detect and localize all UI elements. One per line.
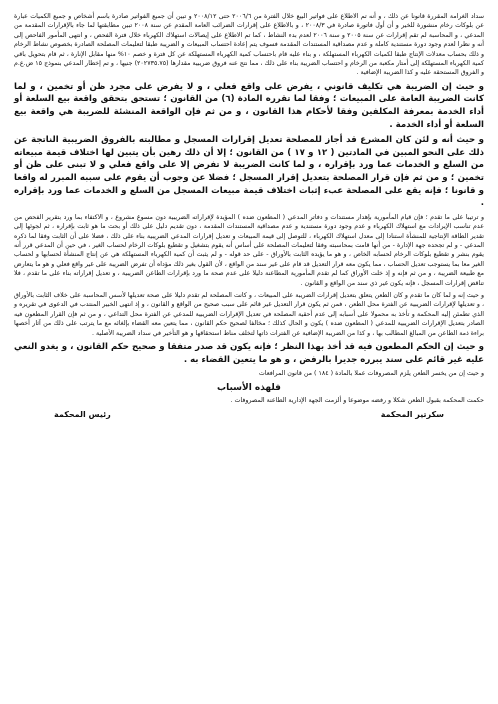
verdict-text: حكمت المحكمة بقبول الطعن شكلا و رفضه موضوعا و ألزمت الجهة الإدارية الطاعنة المصروفات . — [230, 396, 484, 404]
president-signature: رئيس المحكمة — [54, 410, 111, 420]
paragraph-4: و ترتيبا على ما تقدم ؛ فإن قيام المأمورية بإهدار مستندات و دفاتر المدعي ( المطعون ضده ) المؤيدة لإقراراته الضريبية دون مسوغ مشروع ، و الاكتفاء بما ورد بتقرير الفحص من عدم تناسب الإيرادات مع استهلاك الكهرباء و عدم وجود دورة مستندية و عدم مصداقية المستندات المقدمة ، دون تقديم دليل على ذلك أو بحث ما هو ثابت بإقراره ، ثم لجوئها إلى تقدير الطاقة الإنتاجية للمنشأة استنادا إلى معدل استهلاك الكهرباء ، للتوصل إلى قيمة المبيعات و تعديل إقرارات المدعي الضريبية بناء على ذلك ، فضلا على أن الثابت وفقا لما ذكره المدعي - و لم تجحده جهة الإدارة - من أنها قامت بمحاسبته وفقا لتعليمات المصلحة على أساس أنه يقوم بتشغيل و تقطيع بلوكات الرخام لحساب الغير ، في حين أن المدعي قرر أنه يقوم بنشر و تقطيع بلوكات الرخام لحسابه الخاص ، و هو ما يؤيده الثابت بالأوراق - على حد قوله - و لم يثبت أن كمية الكهرباء المستهلكة هي عن إنتاج المنشأة لحسابها و لحساب الغير معا بما يستوجب تعديل الحساب ، مما يكون معه قرار التعديل قد قام على غير سند من الواقع ، لأن القول بغير ذلك مؤداه أن تفرض الضريبة على غير واقع فعلي و هو ما يتعارض مع طبيعة الضريبة ، و من ثم فإنه و إذ خلت الأوراق كما لم تقدم المأمورية المطاعنة دليلا على عدم صحة ما ورد بإقرارات الطاعن الضريبية ، و تعديل إقراراته بناء على ما تقدم ، فلا تناقض إقرارات المسجل ، فإنه يكون غير ذي سند من الواقع و القانون . — [14, 213, 484, 287]
paragraph-7: و حيث إن من يخسر الطعن يلزم المصروفات عملا بالمادة ( ١٨٤ ) من قانون المرافعات — [258, 370, 484, 378]
secretary-signature: سكرتير المحكمة — [380, 410, 444, 420]
paragraph-6: و حيث إن الحكم المطعون فيه قد أخذ بهذا النظر ؛ فإنه يكون قد صدر متفقا و صحيح حكم القانون ، و يغدو النعي عليه غير قائم على سند يبرره جديرا بالرفض ، و هو ما يتعين القضاء به . — [14, 342, 484, 365]
paragraph-1: سداد الغرامة المقررة قانونا عن ذلك ، و أنه تم الاطلاع على فواتير البيع خلال الفترة من ٢٠٠٦/٦ حتى ٢٠٠٨/١٢ و تبين أن جميع الفواتير صادرة باسم أشخاص و جميع الكميات عبارة عن بلوكات رخام منشورة للخير و أن أول فاتورة صادرة في ٢٠٠٨/٣ ، و بالاطلاع على إقرارات الضرائب العامة المقدم عن سنة ٢٠٠٨ تبين مطابقتها لما جاء بالإقرارات المقدمة من المدعي ، و المحاسبة لم تقم إقرارات عن سنة ٢٠٠٥ و سنة ٢٠٠٦ لعدم بدء النشاط ، كما تم الاطلاع على إيصالات استهلاك الكهرباء خلال فترة الفحص ، و انتهى المأمور الفاحص إلى أنه و نظرا لعدم وجود دورة مستندية كاملة و عدم مصداقية المستندات المقدمة فسوف يتم إعادة احتساب المبيعات و الضريبة طبقا لتعليمات المصلحة الصادرة بخصوص نشاط الرخام و ذلك بحساب معدلات الإنتاج طبقا لكميات الكهرباء المستهلكة ، و بناء عليه قام باحتساب كمية الكهرباء المستهلكة عن كل فترة و خصم ١٠% منها مقابل الإنارة ، ثم قام بتحويل باقي كمية الكهرباء المستهلكة إلى أمتار مكعبة من الرخام و احتساب الضريبة بناء على ذلك ، مما نتج عنه فروق ضريبية مقدارها (٢٠٢٧٣٥.٧٥) جنيها ، و تم إخطار المدعي بنموذج ١٥ ض.ع.م و الفروق المستحقة عليه و كذا الضريبة الإضافية . — [14, 13, 484, 77]
signature-block — [14, 408, 484, 419]
paragraph-2: و حيث إن الضريبة هي تكليف قانوني ، يفرض على واقع فعلي ، و لا يفرض على مجرد ظن أو تخمين ، و لما كانت الضريبة العامة على المبيعات ؛ وفقا لما تقرره المادة (٦) من القانون ؛ تستحق بتحقق واقعة بيع السلعة أو أداء الخدمة بمعرفة المكلفين وفقا لأحكام هذا القانون ، و من ثم فإن الواقعة المنشئة للضريبة هي واقعة بيع السلعة أو أداء الخدمة . — [14, 81, 484, 130]
paragraph-5: و حيث إنه و لما كان ما تقدم و كان الطعن يتعلق بتعديل إقرارات الضريبة على المبيعات ، و كانت المصلحة لم تقدم دليلا على صحة تعديلها لأسس المحاسبة على خلاف الثابت بالأوراق ، و تعديلها لإقرارات الضريبية عن الفترة محل الطعن ، فمن ثم يكون قرار التعديل غير قائم على سبب صحيح من الواقع و القانون ، و إذ انتهى الخبير المنتدب في الدعوى في تقريره و الذي تطمئن إليه المحكمة و تأخذ به محمولا على أسبابه إلى عدم أحقية المصلحة في تعديل الإقرارات الضريبية للمدعي عن الفترة محل التداعي ، و من ثم فإن القرار المطعون فيه الصادر بتعديل الإقرارات الضريبية للمدعي ( المطعون ضده ) يكون و الحال كذلك ؛ مخالفا لصحيح حكم القانون ، مما يتعين معه القضاء بإلغائه مع ما يترتب على ذلك من آثار أخصها براءة ذمة الطاعن من المبالغ المطالب بها ، و كذا من الضريبة الإضافية عن الفترات ذاتها لتخلف مناط استحقاقها و هو التأخير في سداد الضريبة الأصلية . — [14, 292, 484, 337]
section-heading: فلهذه الأسباب — [217, 382, 281, 393]
paragraph-3: و حيث أنه و لئن كان المشرع قد أجاز للمصلحة تعديل إقرارات المسجل و مطالبته بالفروق الضريبية الناتجة عن ذلك على النحو المبين في المادتين ( ١٢ و ١٧ ) من القانون ؛ إلا أن ذلك رهين بأن يتبين لها اختلاف قيمة مبيعاته من السلع و الخدمات عما ورد بإقراره ، و لما كانت الضريبة لا تفرض إلا على واقع فعلي و لا تبنى على ظن أو تخمين ؛ و من ثم فإن قرار المصلحة بتعديل إقرار المسجل ؛ فضلا عن وجوب أن يقوم على سببه المبرر له واقعا و قانونا ؛ فإنه يقع على المصلحة عبء إثبات اختلاف قيمة مبيعات المسجل من السلع و الخدمات عما ورد بإقراره . — [14, 135, 484, 209]
